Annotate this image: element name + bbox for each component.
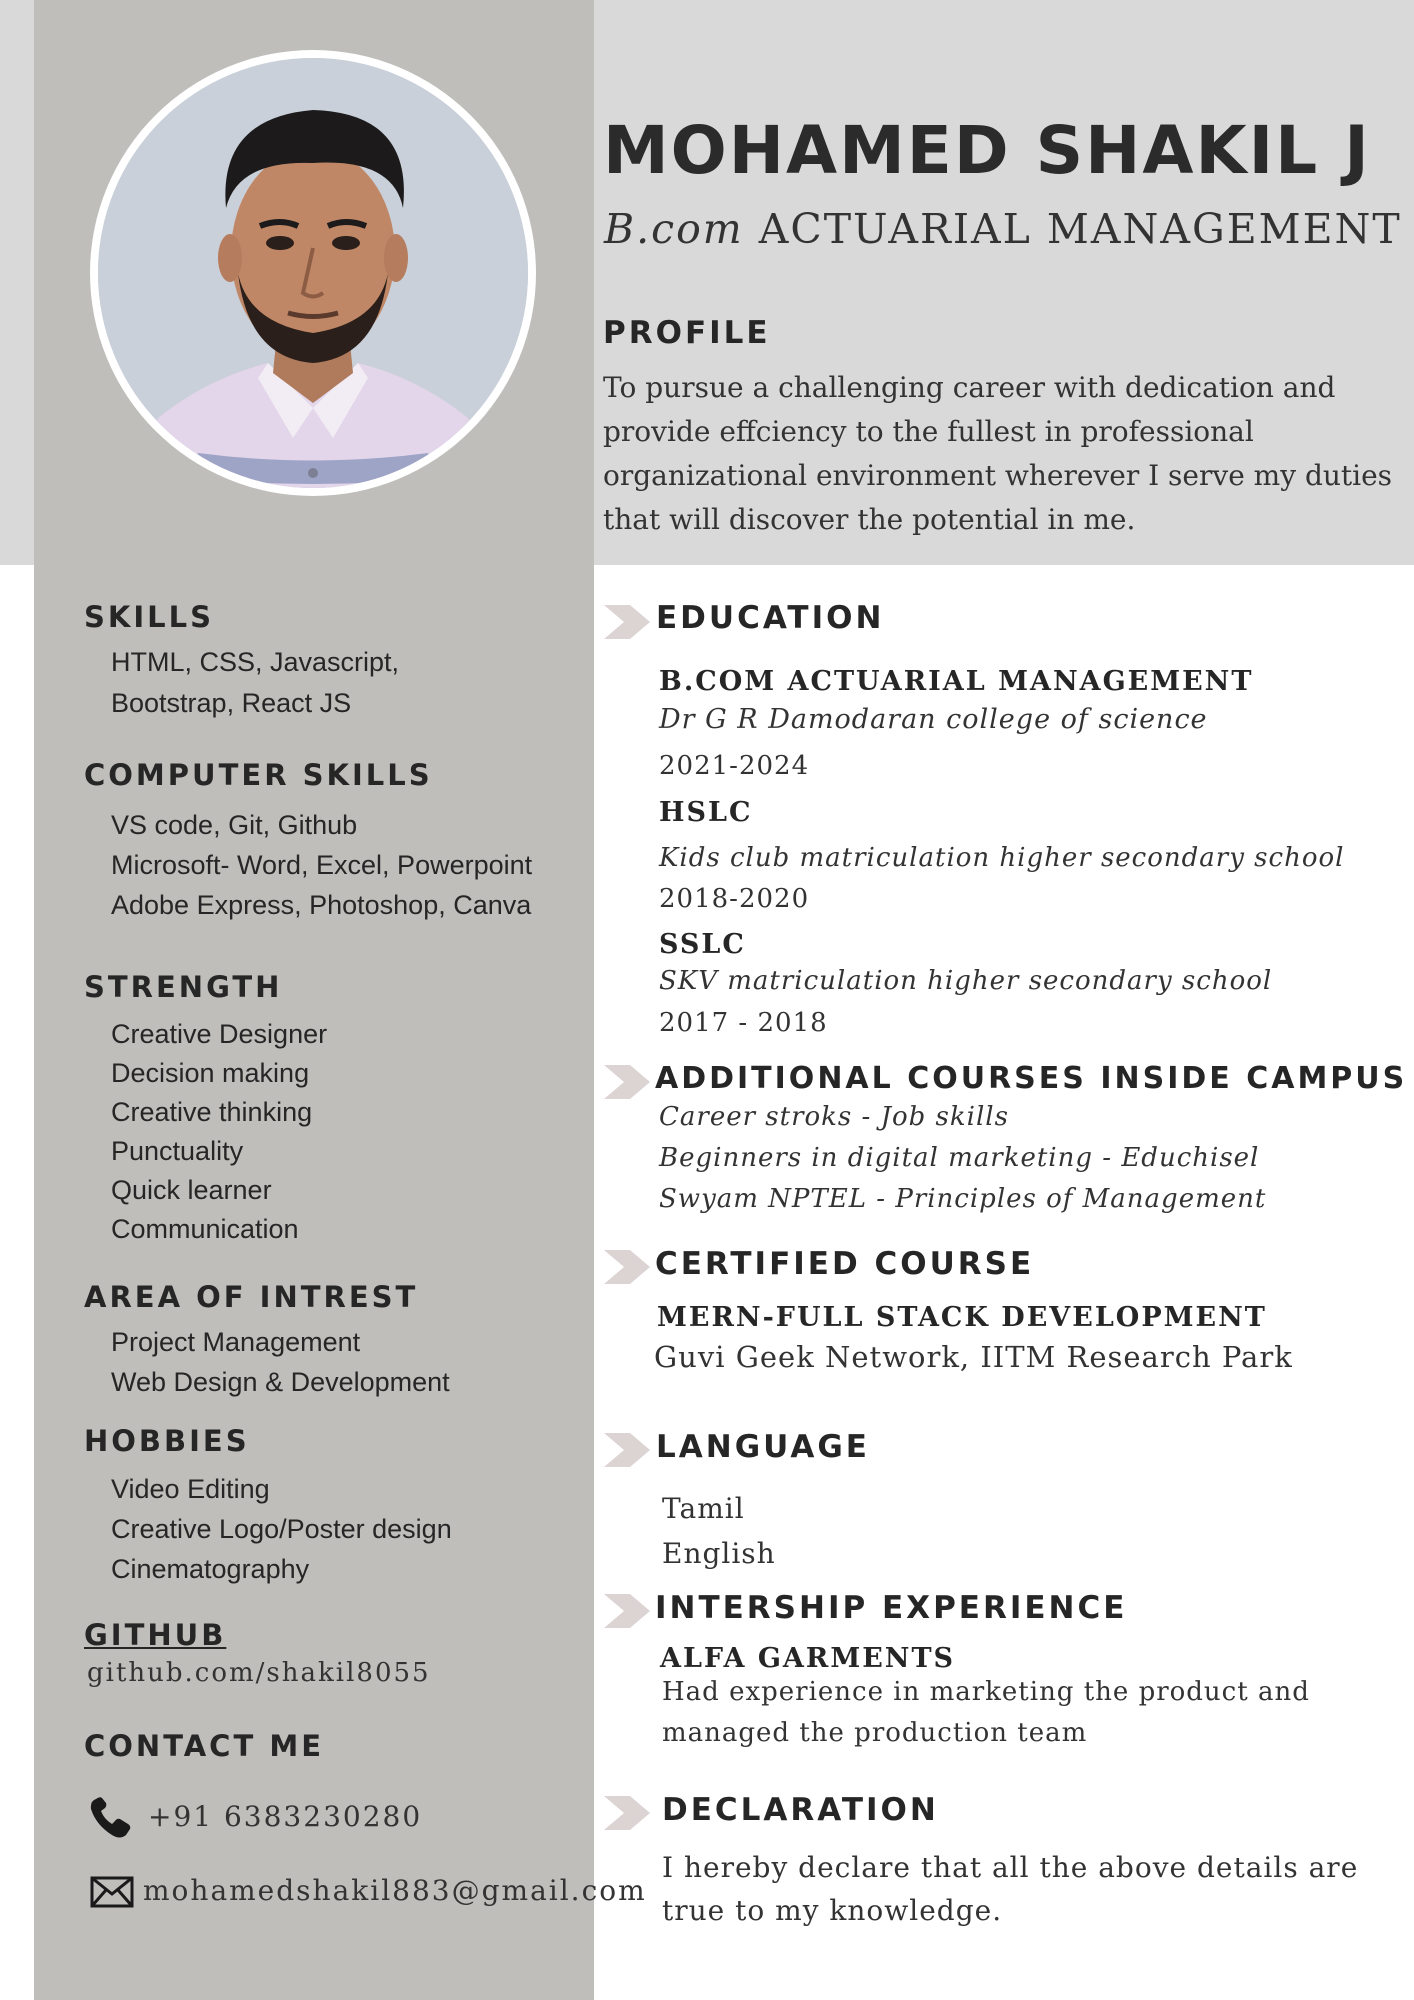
computer-skills-list: [111, 805, 532, 925]
list-item: Creative thinking: [111, 1097, 313, 1127]
strength-heading: STRENGTH: [84, 970, 283, 1004]
portrait-illustration: [98, 58, 528, 488]
computer-skills-heading: COMPUTER SKILLS: [84, 758, 433, 792]
hobbies-list: [111, 1469, 452, 1589]
list-item: Creative Designer: [111, 1019, 328, 1049]
certified-heading: CERTIFIED COURSE: [655, 1246, 1035, 1282]
list-item: Cinematography: [111, 1554, 310, 1584]
list-item: VS code, Git, Github: [111, 810, 358, 840]
contact-heading: CONTACT ME: [84, 1729, 325, 1763]
list-item: Quick learner: [111, 1175, 272, 1205]
list-item: Punctuality: [111, 1136, 244, 1166]
candidate-name: MOHAMED SHAKIL J: [603, 112, 1371, 189]
interest-list: [111, 1322, 450, 1402]
profile-heading: PROFILE: [603, 315, 771, 351]
education-title: HSLC: [659, 797, 753, 828]
degree-title: [604, 205, 1402, 253]
chevron-right-icon: [604, 1794, 652, 1832]
chevron-right-icon: [604, 1592, 652, 1630]
profile-photo-frame: [90, 50, 536, 496]
education-school: SKV matriculation higher secondary school: [659, 966, 1273, 996]
phone-number[interactable]: +91 6383230280: [148, 1800, 423, 1833]
github-heading: GITHUB: [84, 1618, 227, 1652]
list-item: Adobe Express, Photoshop, Canva: [111, 890, 532, 920]
course-item: Career stroks - Job skills: [659, 1102, 1009, 1132]
education-title: SSLC: [659, 929, 746, 960]
courses-heading: ADDITIONAL COURSES INSIDE CAMPUS: [655, 1061, 1408, 1096]
phone-icon: [86, 1795, 134, 1843]
profile-text: To pursue a challenging career with dedication and provide effciency to the fullest in professional organizational environment wherever I serve my duties that will discover the potential in me.: [603, 371, 1393, 536]
envelope-icon: [90, 1876, 134, 1908]
course-item: Beginners in digital marketing - Educhisel: [659, 1143, 1260, 1173]
internship-line: Had experience in marketing the product and: [662, 1677, 1310, 1707]
internship-company: ALFA GARMENTS: [660, 1643, 956, 1674]
education-school: Kids club matriculation higher secondary school: [659, 843, 1345, 873]
hobbies-heading: HOBBIES: [84, 1424, 250, 1458]
certified-title: MERN-FULL STACK DEVELOPMENT: [657, 1302, 1267, 1333]
list-item: HTML, CSS, Javascript,: [111, 647, 400, 677]
chevron-right-icon: [604, 603, 652, 641]
degree-rest: ACTUARIAL MANAGEMENT: [743, 205, 1402, 253]
list-item: Bootstrap, React JS: [111, 688, 352, 718]
list-item: Decision making: [111, 1058, 310, 1088]
interest-heading: AREA OF INTREST: [84, 1280, 419, 1314]
list-item: Microsoft- Word, Excel, Powerpoint: [111, 850, 533, 880]
language-item: Tamil: [662, 1492, 745, 1525]
declaration-heading: DECLARATION: [662, 1792, 939, 1828]
profile-photo: [98, 58, 528, 488]
internship-heading: INTERSHIP EXPERIENCE: [655, 1590, 1128, 1626]
education-years: 2021-2024: [659, 751, 810, 781]
strength-list: [111, 1015, 327, 1249]
education-heading: EDUCATION: [656, 600, 885, 636]
list-item: Project Management: [111, 1327, 361, 1357]
list-item: Communication: [111, 1214, 299, 1244]
language-heading: LANGUAGE: [656, 1429, 870, 1465]
email-address[interactable]: mohamedshakil883@gmail.com: [143, 1874, 647, 1907]
certified-provider: Guvi Geek Network, IITM Research Park: [654, 1340, 1293, 1374]
list-item: Video Editing: [111, 1474, 270, 1504]
declaration-line: I hereby declare that all the above details are: [662, 1851, 1359, 1884]
education-years: 2018-2020: [659, 884, 810, 914]
list-item: Web Design & Development: [111, 1367, 450, 1397]
chevron-right-icon: [604, 1248, 652, 1286]
chevron-right-icon: [604, 1431, 652, 1469]
github-link[interactable]: github.com/shakil8055: [87, 1658, 431, 1688]
education-years: 2017 - 2018: [659, 1008, 828, 1038]
course-item: Swyam NPTEL - Principles of Management: [659, 1184, 1267, 1214]
skills-list: [111, 642, 399, 724]
internship-line: managed the production team: [662, 1718, 1088, 1748]
degree-prefix: B.com: [604, 205, 744, 253]
list-item: Creative Logo/Poster design: [111, 1514, 452, 1544]
skills-heading: SKILLS: [84, 600, 214, 634]
education-title: B.COM ACTUARIAL MANAGEMENT: [659, 666, 1254, 697]
declaration-line: true to my knowledge.: [662, 1894, 1003, 1927]
chevron-right-icon: [604, 1063, 652, 1101]
education-school: Dr G R Damodaran college of science: [659, 704, 1208, 735]
language-item: English: [662, 1537, 776, 1570]
